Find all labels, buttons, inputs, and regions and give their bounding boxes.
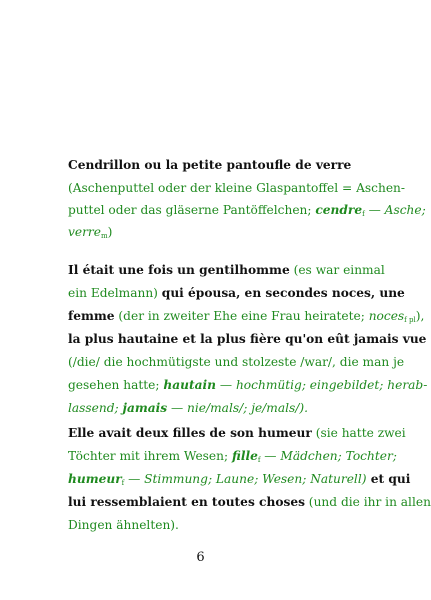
text-line xyxy=(68,262,385,278)
gloss-term: jamais xyxy=(122,401,168,415)
gloss-text: — hochmütig; eingebildet; herab- xyxy=(216,378,428,392)
gloss-text: ) xyxy=(107,225,113,239)
gloss-term: hautain xyxy=(163,378,217,392)
gloss-text: — nie/mals/; je/mals/). xyxy=(167,401,308,415)
text-line xyxy=(68,354,404,370)
gloss-text: — Asche; xyxy=(364,203,426,217)
chapter-title xyxy=(68,157,351,173)
text-line xyxy=(68,331,426,347)
gloss-text: — Stimmung; Laune; Wesen; Naturell) xyxy=(124,472,367,486)
text-line xyxy=(68,425,406,441)
text-line xyxy=(68,377,427,393)
gloss-text: (es war einmal xyxy=(289,263,385,277)
gloss-text: (und die ihr in allen xyxy=(304,495,431,509)
french-text: la plus hautaine et la plus fière qu'on eût jamais vue xyxy=(68,332,427,346)
gloss-text: — Mädchen; Tochter; xyxy=(260,449,397,463)
text-line xyxy=(68,285,405,301)
text-line xyxy=(68,517,179,533)
gloss-term: verre xyxy=(68,225,101,239)
text-line xyxy=(68,308,424,328)
gloss-line xyxy=(68,180,405,196)
gloss-text: Dingen ähnelten). xyxy=(68,518,179,532)
gloss-term: fille xyxy=(231,449,258,463)
gloss-term: cendre xyxy=(315,203,363,217)
text-line xyxy=(68,471,410,491)
text-line xyxy=(68,400,308,416)
french-text: Elle avait deux filles de son humeur xyxy=(68,426,312,440)
french-text: lui ressemblaient en toutes choses xyxy=(68,495,305,509)
french-text: et qui xyxy=(366,472,411,486)
gloss-term: noces xyxy=(368,309,405,323)
gloss-line xyxy=(68,224,112,244)
text-line xyxy=(68,448,397,468)
gloss-text: (Aschenputtel oder der kleine Glaspantoffel = Aschen- xyxy=(68,181,406,195)
gender-marker: f xyxy=(257,456,261,464)
gloss-text: ), xyxy=(415,309,425,323)
text-line xyxy=(68,494,431,510)
gloss-text: (sie hatte zwei xyxy=(311,426,406,440)
french-text: qui épousa, en secondes noces, une xyxy=(161,286,405,300)
page-number: 6 xyxy=(196,550,205,565)
gloss-term: humeur xyxy=(68,472,122,486)
gender-marker: f xyxy=(121,479,125,487)
gloss-text: lassend; xyxy=(68,401,123,415)
gloss-text: puttel oder das gläserne Pantöffelchen; xyxy=(68,203,316,217)
french-text: Il était une fois un gentilhomme xyxy=(68,263,290,277)
gender-marker: f pl xyxy=(404,316,416,324)
gloss-line xyxy=(68,202,426,222)
gloss-text: (/die/ die hochmütigste und stolzeste /war/, die man je xyxy=(68,355,405,369)
french-text: femme xyxy=(68,309,115,323)
gloss-text: (der in zweiter Ehe eine Frau heiratete; xyxy=(114,309,369,323)
title-text: Cendrillon ou la petite pantoufle de verre xyxy=(68,158,352,172)
gender-marker: m xyxy=(100,232,108,240)
gender-marker: f xyxy=(362,210,365,218)
gloss-text: ein Edelmann) xyxy=(68,286,162,300)
gloss-text: gesehen hatte; xyxy=(68,378,164,392)
gloss-text: Töchter mit ihrem Wesen; xyxy=(68,449,232,463)
